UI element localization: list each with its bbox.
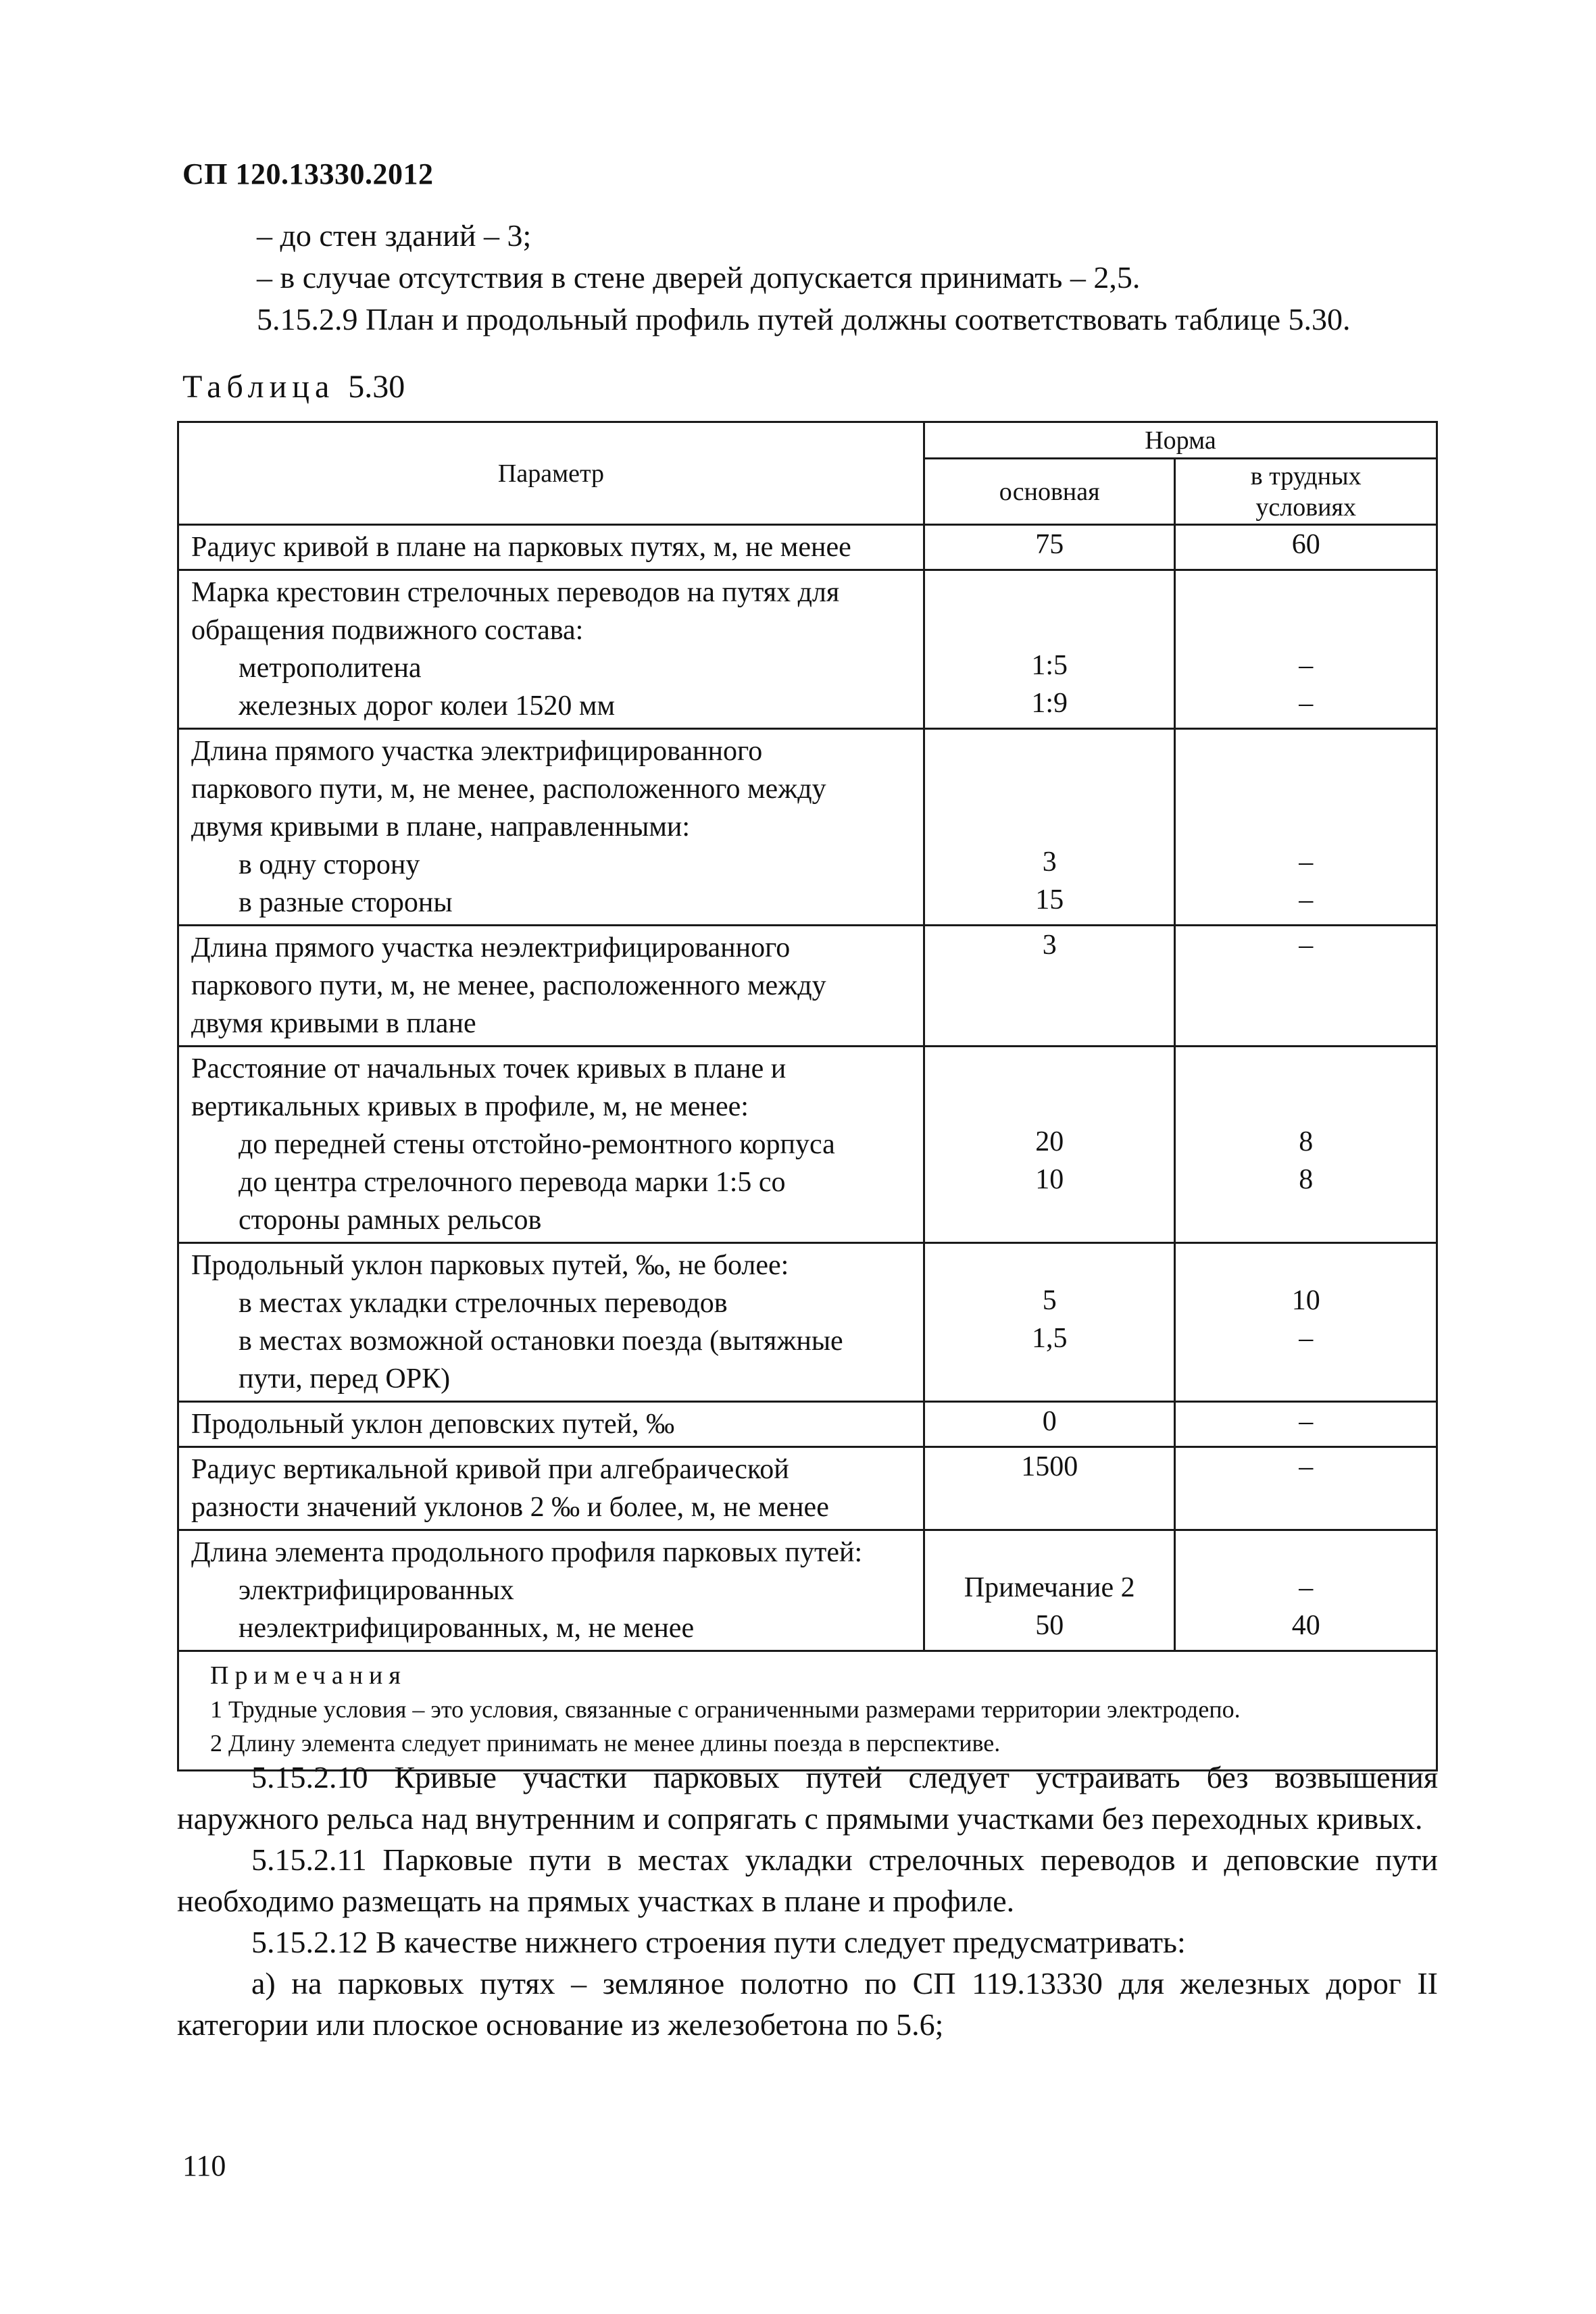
value-main-cell [924,1047,1174,1243]
table-row [178,1243,1437,1402]
norms-table [177,421,1438,1771]
value-text [925,1085,1174,1123]
value-text: 3 [1042,930,1057,961]
value-main-cell [924,926,1174,1047]
table-row [178,926,1437,1047]
value-text [1176,1047,1436,1085]
value-hard-cell [1175,926,1437,1047]
param-cell [178,570,924,729]
param-subitem: до передней стены отстойно-ремонтного корпуса [239,1129,835,1160]
param-text: двумя кривыми в плане [191,1008,476,1039]
value-text: 10 [1291,1285,1320,1316]
value-hard-cell [1175,525,1437,570]
value-text: – [1299,847,1314,878]
value-text: – [1299,1572,1314,1603]
param-text: Марка крестовин стрелочных переводов на путях для [191,577,840,608]
value-text: 20 [1035,1126,1064,1157]
value-text [1176,730,1436,768]
value-text: 3 [1042,847,1057,878]
intro-text [182,215,1434,341]
value-text: – [1299,1323,1314,1354]
table-row [178,525,1437,570]
value-hard-cell [1175,1047,1437,1243]
param-subitem: в местах укладки стрелочных переводов [239,1288,728,1319]
value-text: – [1299,1451,1314,1482]
value-text [1176,609,1436,647]
table-caption-number: 5.30 [348,369,405,405]
param-text: Продольный уклон деповских путей, ‰ [191,1409,675,1440]
page-number: 110 [182,2149,226,2182]
value-text: 1:5 [1031,650,1068,681]
param-text: Радиус кривой в плане на парковых путях, м, не менее [191,532,851,563]
param-cell [178,1402,924,1447]
param-text: Длина прямого участка электрифицированного [191,736,763,767]
value-text [925,805,1174,843]
value-text: 75 [1035,529,1064,560]
param-subitem: в местах возможной остановки поезда (вытяжные [239,1326,843,1357]
header-norm: Норма [924,422,1437,459]
param-cell [178,926,924,1047]
value-text: 15 [1035,884,1064,915]
param-subitem: стороны рамных рельсов [239,1205,542,1236]
param-subitem: пути, перед ОРК) [239,1363,451,1394]
param-text: паркового пути, м, не менее, расположенного между [191,774,826,805]
intro-line-2: – в случае отсутствия в стене дверей допускается принимать – 2,5. [257,260,1141,295]
paragraph-5-15-2-11: 5.15.2.11 Парковые пути в местах укладки стрелочных переводов и деповские пути необходимо размещать на прямых участках в плане и профиле. [177,1842,1438,1918]
param-text: Продольный уклон парковых путей, ‰, не более: [191,1250,789,1281]
value-hard-cell [1175,729,1437,926]
param-cell [178,1243,924,1402]
param-text: Радиус вертикальной кривой при алгебраической [191,1454,789,1485]
value-text: – [1299,1406,1314,1437]
document-code: СП 120.13330.2012 [182,157,434,191]
value-text [1176,571,1436,609]
param-text: обращения подвижного состава: [191,615,584,646]
value-text: 1500 [1021,1451,1078,1482]
value-text: 1,5 [1031,1323,1068,1354]
param-text: Длина элемента продольного профиля парковых путей: [191,1537,863,1568]
value-main-cell [924,1447,1174,1530]
value-text: – [1299,650,1314,681]
value-main-cell [924,1243,1174,1402]
table-row [178,1047,1437,1243]
value-text [1176,805,1436,843]
param-subitem: до центра стрелочного перевода марки 1:5 со [239,1167,786,1198]
value-main-cell [924,729,1174,926]
table-row [178,1402,1437,1447]
value-text [925,1047,1174,1085]
table-header [178,422,1437,525]
value-text [1176,1085,1436,1123]
header-hard: в трудных условиях [1175,459,1437,525]
value-text: 1:9 [1031,688,1068,719]
table-body [178,525,1437,1651]
param-text: двумя кривыми в плане, направленными: [191,811,691,842]
value-text: 5 [1042,1285,1057,1316]
intro-line-1: – до стен зданий – 3; [257,218,532,253]
table-row [178,1530,1437,1651]
table-row [178,729,1437,926]
param-subitem: неэлектрифицированных, м, не менее [239,1613,695,1644]
value-hard-cell [1175,1243,1437,1402]
value-text [925,768,1174,805]
value-text: 0 [1042,1406,1057,1437]
note-1: 1 Трудные условия – это условия, связанные с ограниченными размерами территории электродепо. [210,1696,1241,1723]
param-cell [178,1447,924,1530]
param-text: Длина прямого участка неэлектрифицированного [191,932,791,963]
value-main-cell [924,1402,1174,1447]
value-hard-cell [1175,1530,1437,1651]
table-notes [178,1651,1437,1771]
body-text [177,1757,1438,2045]
note-2: 2 Длину элемента следует принимать не менее длины поезда в перспективе. [210,1730,1001,1757]
param-text: паркового пути, м, не менее, расположенного между [191,970,826,1001]
intro-line-3: 5.15.2.9 План и продольный профиль путей должны соответствовать таблице 5.30. [257,302,1351,336]
paragraph-item-a: а) на парковых путях – земляное полотно по СП 119.13330 для железных дорог II категории или плоское основание из железобетона по 5.6; [177,1966,1438,2042]
param-text: Расстояние от начальных точек кривых в плане и [191,1053,787,1084]
table-row [178,570,1437,729]
table-row [178,1447,1437,1530]
param-cell [178,525,924,570]
value-text [1176,768,1436,805]
value-text: 10 [1035,1164,1064,1195]
value-text: 60 [1291,529,1320,560]
param-subitem: электрифицированных [239,1575,514,1606]
table-caption-word: Таблица [182,369,335,405]
param-cell [178,1530,924,1651]
value-text [1176,1531,1436,1569]
header-main: основная [924,459,1174,525]
value-hard-cell [1175,1402,1437,1447]
param-text: вертикальных кривых в профиле, м, не менее: [191,1091,749,1122]
header-param: Параметр [178,422,924,525]
param-subitem: в разные стороны [239,887,453,918]
value-text [925,1244,1174,1282]
paragraph-5-15-2-10: 5.15.2.10 Кривые участки парковых путей следует устраивать без возвышения наружного рельса над внутренним и сопрягать с прямыми участками без переходных кривых. [177,1760,1438,1836]
param-cell [178,1047,924,1243]
value-text [925,571,1174,609]
value-text: – [1299,930,1314,961]
value-text [925,609,1174,647]
param-subitem: метрополитена [239,653,422,684]
value-text: 40 [1291,1610,1320,1641]
value-hard-cell [1175,1447,1437,1530]
value-main-cell [924,1530,1174,1651]
param-subitem: в одну сторону [239,849,420,880]
notes-title: Примечания [210,1661,407,1690]
value-text: – [1299,688,1314,719]
value-main-cell [924,570,1174,729]
value-text: 50 [1035,1610,1064,1641]
value-hard-cell [1175,570,1437,729]
value-text [1176,1244,1436,1282]
value-text: Примечание 2 [964,1572,1135,1603]
paragraph-5-15-2-12: 5.15.2.12 В качестве нижнего строения пути следует предусматривать: [251,1925,1186,1959]
value-main-cell [924,525,1174,570]
param-subitem: железных дорог колеи 1520 мм [239,690,616,722]
value-text [925,1531,1174,1569]
value-text [925,730,1174,768]
value-text: – [1299,884,1314,915]
param-text: разности значений уклонов 2 ‰ и более, м, не менее [191,1492,829,1523]
value-text: 8 [1299,1164,1314,1195]
table-caption [182,368,405,405]
value-text: 8 [1299,1126,1314,1157]
param-cell [178,729,924,926]
